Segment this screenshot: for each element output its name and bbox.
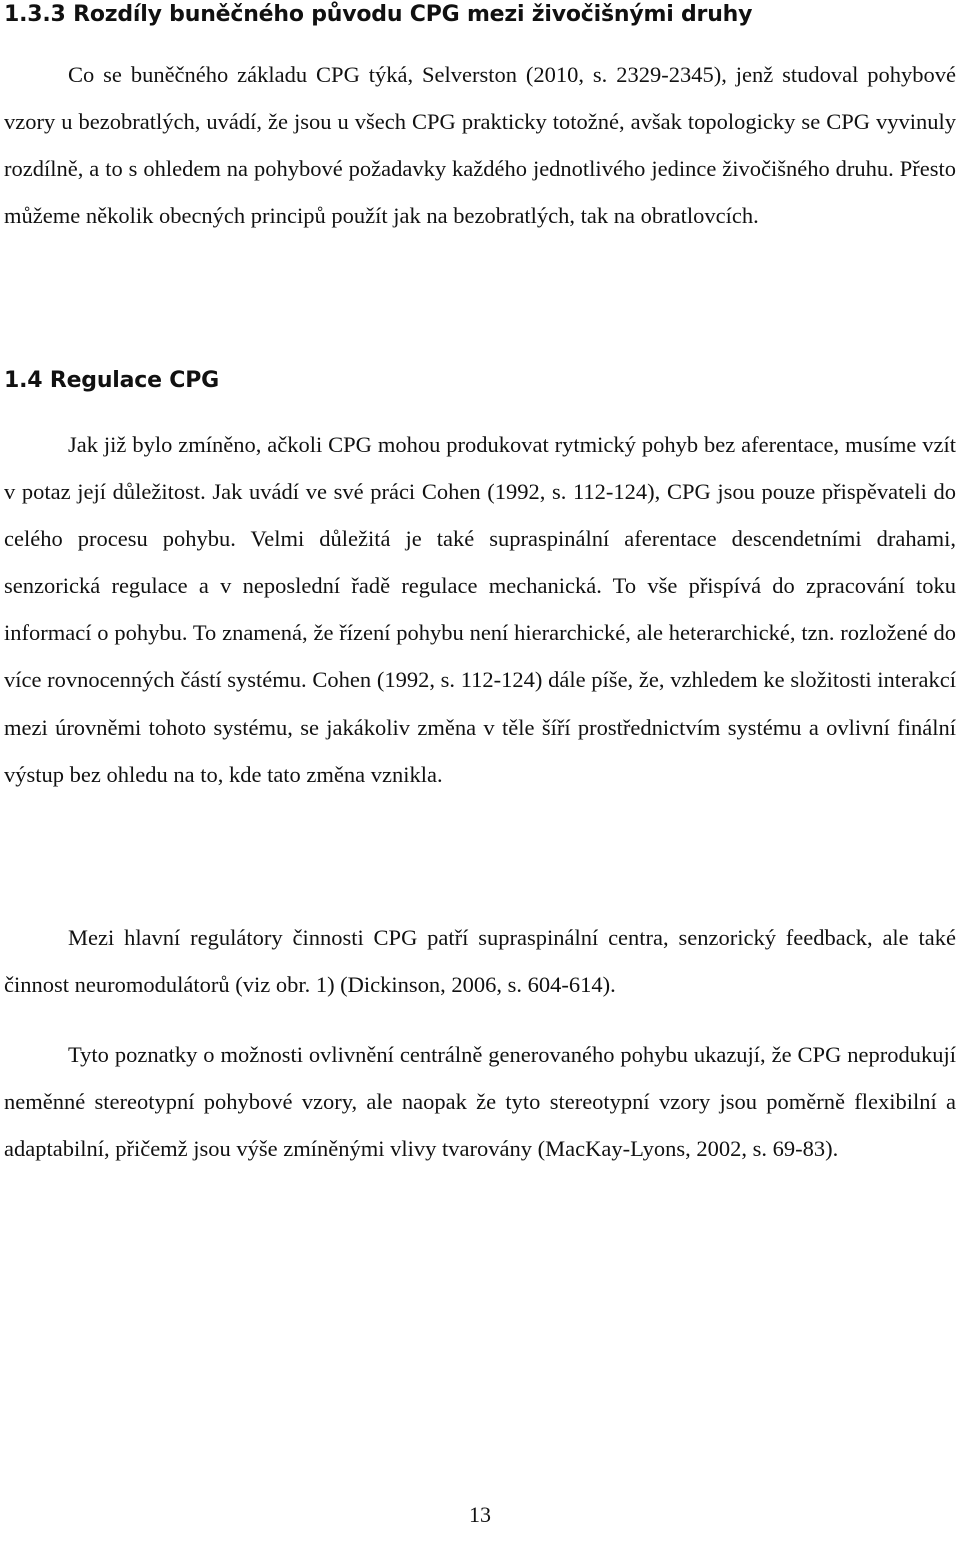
paragraph-flexibility: Tyto poznatky o možnosti ovlivnění centrálně generovaného pohybu ukazují, že CPG neprodukují neměnné stereotypní pohybové vzory, ale naopak že tyto stereotypní vzory jsou poměrně flexibilní a adaptabilní, přičemž jsou výše zmíněnými vlivy tvarovány (MacKay-Lyons, 2002, s. 69-83). [4,1042,956,1162]
paragraph-regulation-intro: Jak již bylo zmíněno, ačkoli CPG mohou produkovat rytmický pohyb bez aferentace, musíme vzít v potaz její důležitost. Jak uvádí ve své práci Cohen (1992, s. 112-124), CPG jsou pouze přispěvateli do celého procesu pohybu. Velmi důležitá je také supraspinální aferentace descendetními drahami, senzorická regulace a v neposlední řadě regulace mechanická. To vše přispívá do zpracování toku informací o pohybu. To znamená, že řízení pohybu není hierarchické, ale heterarchické, tzn. rozložené do více rovnocenných částí systému. Cohen (1992, s. 112-124) dále píše, že, vzhledem ke složitosti interakcí mezi úrovněmi tohoto systému, se jakákoliv změna v těle šíří prostřednictvím systému a ovlivní finální výstup bez ohledu na to, kde tato změna vznikla. [4,432,956,787]
paragraph-main-regulators: Mezi hlavní regulátory činnosti CPG patří supraspinální centra, senzorický feedback, ale také činnost neuromodulátorů (viz obr. 1) (Dickinson, 2006, s. 604-614). [4,925,956,998]
section-heading-1-4: 1.4 Regulace CPG [4,368,220,393]
paragraph-cellular-origin: Co se buněčného základu CPG týká, Selverston (2010, s. 2329-2345), jenž studoval pohybové vzory u bezobratlých, uvádí, že jsou u všech CPG prakticky totožné, avšak topologicky se CPG vyvinuly rozdílně, a to s ohledem na pohybové požadavky každého jednotlivého jedince živočišného druhu. Přesto můžeme několik obecných principů použít jak na bezobratlých, tak na obratlovcích. [4,62,956,229]
section-heading-1-3-3: 1.3.3 Rozdíly buněčného původu CPG mezi živočišnými druhy [4,2,753,27]
page-number: 13 [469,1502,491,1527]
